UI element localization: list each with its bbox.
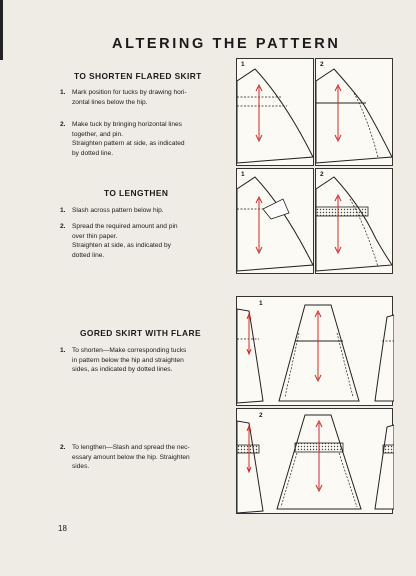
lengthen-step-2 [60, 222, 230, 264]
figure-number: 1 [241, 61, 245, 68]
step-number: 2. [60, 444, 66, 451]
step-text: To shorten—Make corresponding tucks in pattern below the hip and straighten sides, as indicated by dotted lines. [72, 347, 187, 374]
step-number: 2. [60, 223, 66, 230]
figure-lengthen-1 [236, 168, 314, 274]
step-number: 1. [60, 347, 66, 354]
flared-skirt-slash-diagram [237, 169, 315, 275]
section-heading-gored: GORED SKIRT WITH FLARE [80, 328, 201, 338]
step-text: Spread the required amount and pin over thin paper. Straighten at side, as indicated by dotted line. [72, 223, 178, 259]
step-number: 1. [60, 89, 66, 96]
figure-number: 2 [320, 171, 324, 178]
figure-number: 1 [241, 171, 245, 178]
figure-shorten-1 [236, 58, 314, 166]
step-text: Slash across pattern below hip. [72, 207, 164, 214]
page-edge-mark [0, 0, 3, 60]
step-text: Mark position for tucks by drawing hori- zontal lines below the hip. [72, 89, 187, 106]
figure-number: 2 [320, 61, 324, 68]
step-number: 1. [60, 207, 66, 214]
gored-skirt-spread-diagram [237, 409, 394, 515]
flared-skirt-tuck-marks-diagram [237, 59, 315, 167]
page-title: ALTERING THE PATTERN [112, 36, 341, 52]
figure-gored-shorten [236, 296, 393, 406]
step-text: To lengthen—Slash and spread the nec- essary amount below the hip. Straighten sides. [72, 444, 190, 471]
figure-shorten-2 [315, 58, 393, 166]
figure-gored-lengthen [236, 408, 393, 514]
flared-skirt-spread-diagram [316, 169, 394, 275]
figure-number: 2 [259, 412, 263, 419]
step-number: 2. [60, 121, 66, 128]
page-number: 18 [58, 524, 67, 533]
step-text: Make tuck by bringing horizontal lines together, and pin. Straighten pattern at side, as indicated by dotted line. [72, 121, 185, 157]
shorten-step-1 [60, 88, 230, 110]
flared-skirt-tuck-pinned-diagram [316, 59, 394, 167]
gored-step-2 [60, 443, 230, 475]
section-heading-lengthen: TO LENGTHEN [104, 188, 169, 198]
gored-skirt-tuck-diagram [237, 297, 394, 407]
lengthen-step-1 [60, 206, 230, 218]
section-heading-shorten: TO SHORTEN FLARED SKIRT [74, 71, 202, 81]
figure-lengthen-2 [315, 168, 393, 274]
figure-number: 1 [259, 300, 263, 307]
shorten-step-2 [60, 120, 230, 162]
gored-step-1 [60, 346, 230, 378]
